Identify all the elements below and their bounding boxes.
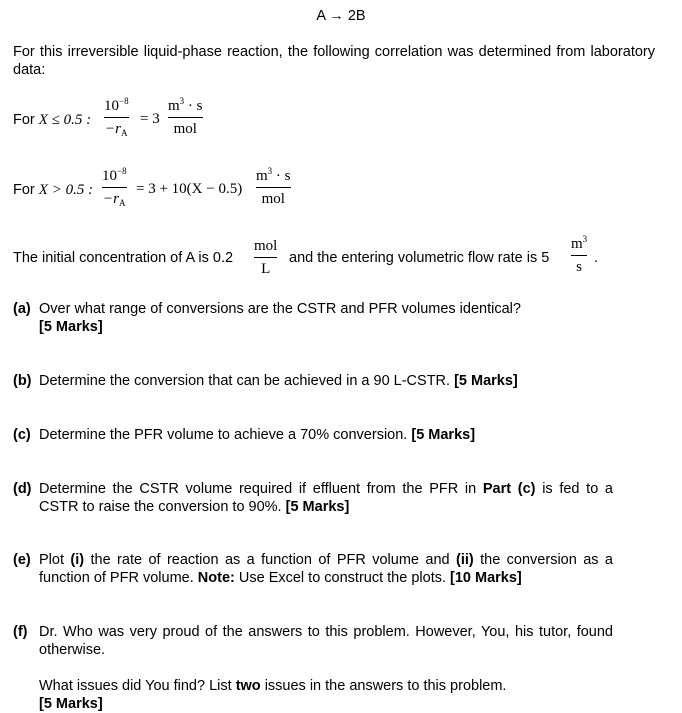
corr2-unit-numerator [256, 168, 291, 185]
initial-text-1 [13, 250, 233, 266]
question-d-body [39, 480, 613, 516]
question-a-label: (a) [13, 301, 31, 317]
question-c-marks: [5 Marks] [411, 427, 476, 443]
corr2-prefix: For [13, 182, 39, 198]
corr1-equals-text: = 3 [140, 111, 160, 127]
corr2-unit-rest: · s [272, 168, 291, 184]
corr1-num-base: 10 [104, 98, 119, 114]
question-f [13, 623, 613, 713]
corr2-unit-bar [256, 187, 291, 188]
question-f-text-2a: What issues did You find? List [39, 678, 232, 694]
question-b-text: Determine the conversion that can be achieved in a 90 L-CSTR. [39, 373, 451, 389]
question-b-label: (b) [13, 373, 32, 389]
corr2-unit-m: m [256, 168, 268, 184]
initial-period-span: . [594, 250, 599, 266]
reaction-title [0, 8, 682, 24]
question-d-marks: [5 Marks] [285, 499, 350, 515]
corr2-lhs-denominator [103, 191, 125, 208]
corr2-lhs-bar [102, 187, 127, 188]
question-f-followup [39, 677, 613, 713]
corr1-unit-numerator [168, 98, 203, 115]
flow-unit-numerator [571, 236, 587, 253]
question-e-text-1: Plot [39, 552, 64, 568]
question-c-text: Determine the PFR volume to achieve a 70% conversion. [39, 427, 408, 443]
corr1-unit-fraction [168, 98, 203, 138]
flow-unit-denominator: s [576, 259, 582, 275]
initial-text-2-span: and the entering volumetric flow rate is 5 [289, 250, 550, 266]
question-e-body [39, 551, 613, 587]
question-b [13, 372, 613, 390]
question-e-part-i: (i) [70, 552, 85, 568]
flow-unit-exp: 3 [582, 234, 588, 244]
question-d-ref: Part (c) [482, 481, 536, 497]
corr1-lhs-fraction [104, 98, 129, 138]
question-e-part-ii: (ii) [455, 552, 474, 568]
question-a-marks: [5 Marks] [39, 319, 103, 335]
corr1-num-exp: −8 [119, 96, 129, 106]
flow-unit-bar [571, 255, 587, 256]
conc-unit-denominator: L [261, 261, 271, 277]
corr1-prefix: For [13, 112, 39, 128]
question-e-marks: [10 Marks] [450, 570, 522, 586]
corr2-equals [136, 181, 242, 198]
corr2-condition-expr: X > 0.5 : [38, 182, 94, 198]
corr1-lhs-denominator [105, 121, 127, 138]
corr1-unit-rest: · s [184, 98, 203, 114]
corr1-lhs-bar [104, 117, 129, 118]
conc-unit-numerator: mol [254, 238, 278, 254]
flow-unit-m: m [571, 236, 583, 252]
intro-text: For this irreversible liquid-phase reaction, the following correlation was determined from laboratory data: [13, 44, 655, 78]
question-e-text-4: Use Excel to construct the plots. [238, 570, 446, 586]
corr2-num-exp: −8 [117, 166, 127, 176]
corr2-unit-fraction [256, 168, 291, 208]
corr2-lhs-fraction [102, 168, 127, 208]
question-f-marks: [5 Marks] [39, 696, 103, 712]
question-f-text: Dr. Who was very proud of the answers to this problem. However, You, his tutor, found otherwise. [39, 624, 613, 658]
question-e-note: Note: [197, 570, 235, 586]
initial-text-1-span: The initial concentration of A is 0.2 [13, 250, 234, 266]
corr1-equals [140, 111, 160, 128]
intro-paragraph [13, 43, 655, 79]
corr1-den: −r [105, 121, 122, 137]
question-f-text-2b: issues in the answers to this problem. [264, 678, 507, 694]
question-b-body [39, 372, 613, 390]
corr1-condition-expr: X ≤ 0.5 : [38, 112, 92, 128]
corr1-unit-m: m [168, 98, 180, 114]
corr2-den-sub: A [119, 198, 126, 208]
question-c [13, 426, 613, 444]
question-a-body [39, 300, 613, 336]
question-f-body [39, 623, 613, 713]
question-f-label: (f) [13, 624, 28, 640]
question-d-label: (d) [13, 481, 32, 497]
initial-text-2 [289, 250, 549, 266]
question-d-text-1: Determine the CSTR volume required if effluent from the PFR in [39, 481, 477, 497]
question-e-text-3: the conversion as a function of PFR volume. [39, 552, 613, 586]
corr1-unit-exp: 3 [179, 96, 185, 106]
corr1-condition [13, 112, 91, 129]
question-f-two: two [235, 678, 261, 694]
corr2-unit-exp: 3 [267, 166, 273, 176]
corr2-condition [13, 182, 93, 199]
conc-unit-fraction [254, 238, 277, 278]
corr1-den-sub: A [121, 128, 128, 138]
question-d-text-2: is fed to a CSTR to raise the conversion to 90%. [39, 481, 613, 515]
question-b-marks: [5 Marks] [454, 373, 518, 389]
question-d [13, 480, 613, 516]
corr1-lhs-numerator [104, 98, 129, 115]
corr1-unit-bar [168, 117, 203, 118]
question-a-text: Over what range of conversions are the CSTR and PFR volumes identical? [39, 301, 521, 317]
initial-period [594, 250, 598, 266]
question-e-label: (e) [13, 552, 31, 568]
corr1-unit-denominator: mol [173, 121, 197, 137]
corr2-num-base: 10 [102, 168, 117, 184]
question-e-text-2: the rate of reaction as a function of PFR volume and [90, 552, 450, 568]
corr2-lhs-numerator [102, 168, 127, 185]
question-e [13, 551, 613, 587]
reaction-title-text: A → 2B [316, 8, 366, 24]
question-c-label: (c) [13, 427, 31, 443]
flow-unit-fraction [571, 236, 587, 276]
question-c-body [39, 426, 613, 444]
question-a [13, 300, 613, 336]
corr2-unit-denominator: mol [261, 191, 285, 207]
conc-unit-bar [254, 257, 277, 258]
corr2-equals-text: = 3 + 10(X − 0.5) [136, 181, 243, 197]
corr2-den: −r [103, 191, 120, 207]
